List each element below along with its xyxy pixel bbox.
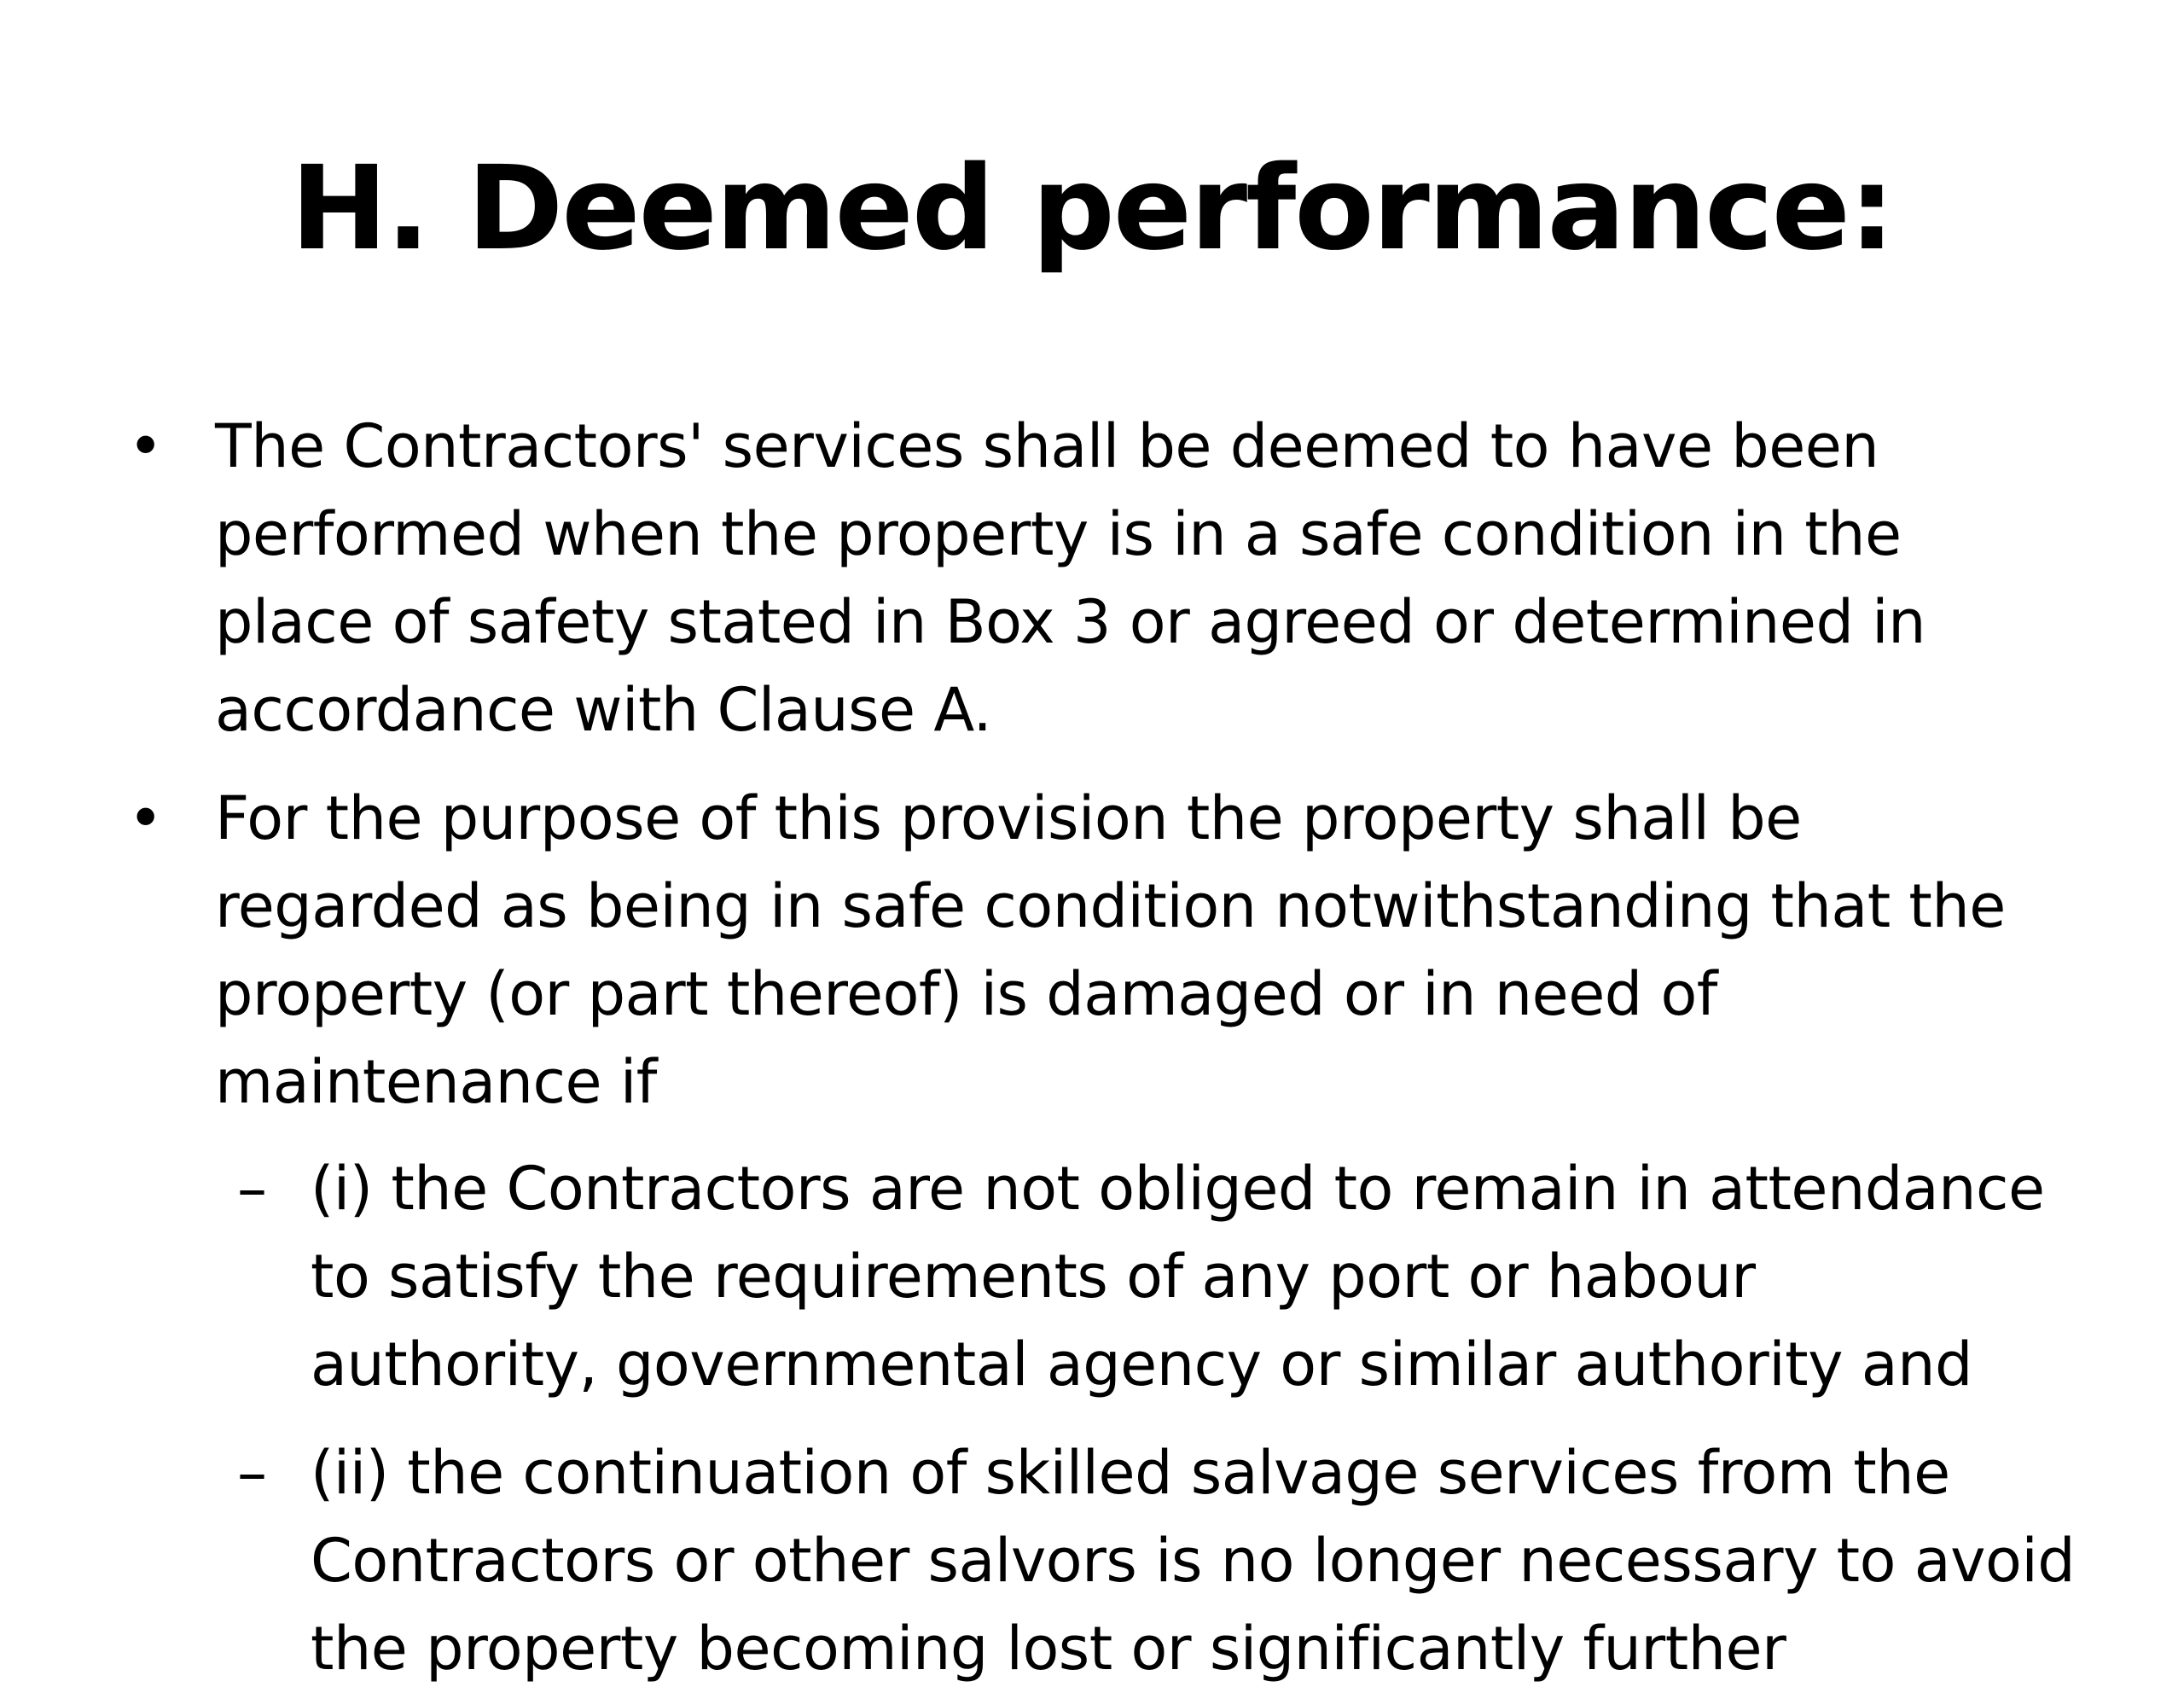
sub-bullet-line: (i) the Contractors are not obliged to remain in attendance [311,1154,2045,1224]
slide-body [0,403,2184,1693]
bullet-line: property (or part thereof) is damaged or in need of [215,959,1717,1029]
sub-bullet-marker: – [237,1154,267,1224]
bullet-line: accordance with Clause A. [215,675,992,745]
sub-bullet-marker: – [237,1438,267,1508]
bullet-item-1 [0,403,2092,754]
bullet-line: performed when the property is in a safe condition in the [215,499,1902,569]
sub-bullet-line: Contractors or other salvors is no longer necessary to avoid [311,1526,2076,1596]
sub-bullet-line: authority, governmental agency or similar authority and [311,1329,1972,1399]
bullet-line: maintenance if [215,1047,657,1117]
slide-title: H. Deemed performance: [290,142,1894,276]
sub-bullet-item-1 [0,1145,2102,1409]
bullet-line: regarded as being in safe condition notwithstanding that the [215,871,2006,941]
sub-bullet-line: (ii) the continuation of skilled salvage services from the [311,1438,1950,1508]
bullet-marker: • [128,783,163,853]
bullet-item-2 [0,775,2092,1126]
bullet-line: For the purpose of this provision the property shall be [215,783,1802,853]
sub-bullet-line: to satisfy the requirements of any port or habour [311,1242,1756,1312]
bullet-line: The Contractors' services shall be deemed to have been [215,411,1879,481]
bullet-line: place of safety stated in Box 3 or agreed or determined in [215,587,1926,657]
bullet-marker: • [128,411,163,481]
sub-bullet-item-2 [0,1429,2102,1693]
sub-bullet-line: the property becoming lost or significantly further [311,1614,1786,1684]
